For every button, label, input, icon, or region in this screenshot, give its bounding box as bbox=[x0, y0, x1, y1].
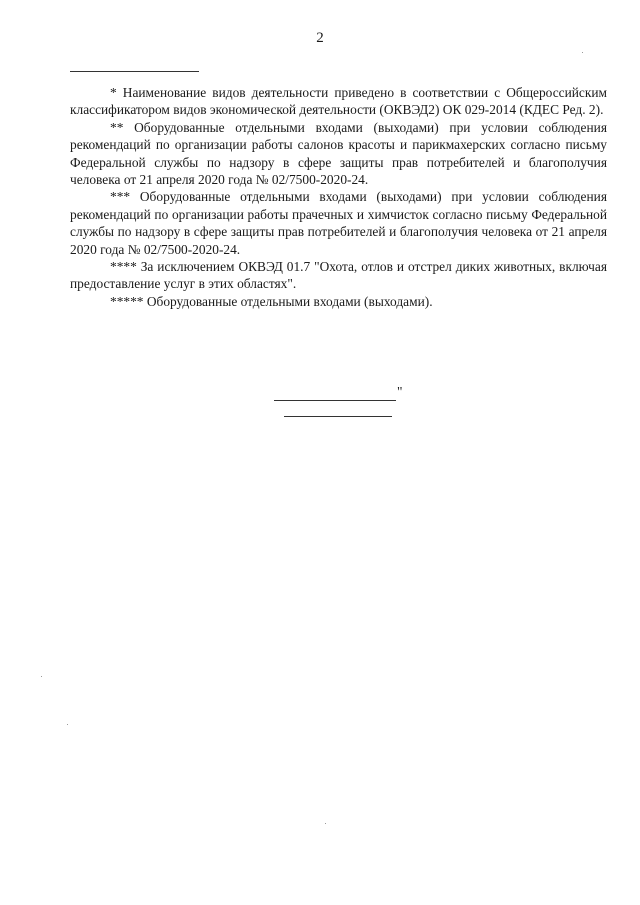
footnotes-section bbox=[70, 84, 607, 310]
footnote-separator bbox=[70, 71, 199, 72]
closing-block bbox=[0, 383, 640, 423]
footnote bbox=[70, 188, 607, 258]
footnote bbox=[70, 119, 607, 189]
footnote-marker: **** bbox=[110, 259, 137, 275]
closing-quote-mark: " bbox=[397, 384, 403, 399]
footnote-text: Оборудованные отдельными входами (выходами). bbox=[146, 293, 433, 309]
closing-underline bbox=[284, 416, 392, 417]
footnote-marker: ***** bbox=[110, 293, 144, 309]
page-number: 2 bbox=[316, 30, 324, 46]
footnote-text: Наименование видов деятельности приведено в соответствии с Общероссийским классификатором видов экономической деятельности (ОКВЭД2) ОК 029-2014 (КДЕС Ред. 2). bbox=[70, 85, 607, 118]
scan-speck bbox=[41, 676, 42, 677]
footnote-text: За исключением ОКВЭД 01.7 "Охота, отлов и отстрел диких животных, включая предоставление услуг в этих областях". bbox=[70, 259, 607, 292]
footnote bbox=[70, 84, 607, 119]
scan-speck bbox=[67, 724, 68, 725]
footnote-text: Оборудованные отдельными входами (выходами) при условии соблюдения рекомендаций по организации работы прачечных и химчисток согласно письму Федеральной службы по надзору в сфере защиты прав потребителей и благополучия человека от 21 апреля 2020 года № 02/7500-2020-24. bbox=[70, 189, 607, 257]
footnote-marker: ** bbox=[110, 119, 124, 135]
footnote bbox=[70, 258, 607, 293]
footnote bbox=[70, 293, 607, 310]
closing-rule bbox=[274, 400, 396, 401]
scan-speck bbox=[582, 52, 583, 53]
footnote-marker: * bbox=[110, 85, 117, 100]
scan-speck bbox=[325, 823, 326, 824]
footnote-text: Оборудованные отдельными входами (выходами) при условии соблюдения рекомендаций по организации работы салонов красоты и парикмахерских согласно письму Федеральной службы по надзору в сфере защиты прав потребителей и благополучия человека от 21 апреля 2020 года № 02/7500-2020-24. bbox=[70, 119, 607, 188]
footnote-marker: *** bbox=[110, 189, 131, 205]
